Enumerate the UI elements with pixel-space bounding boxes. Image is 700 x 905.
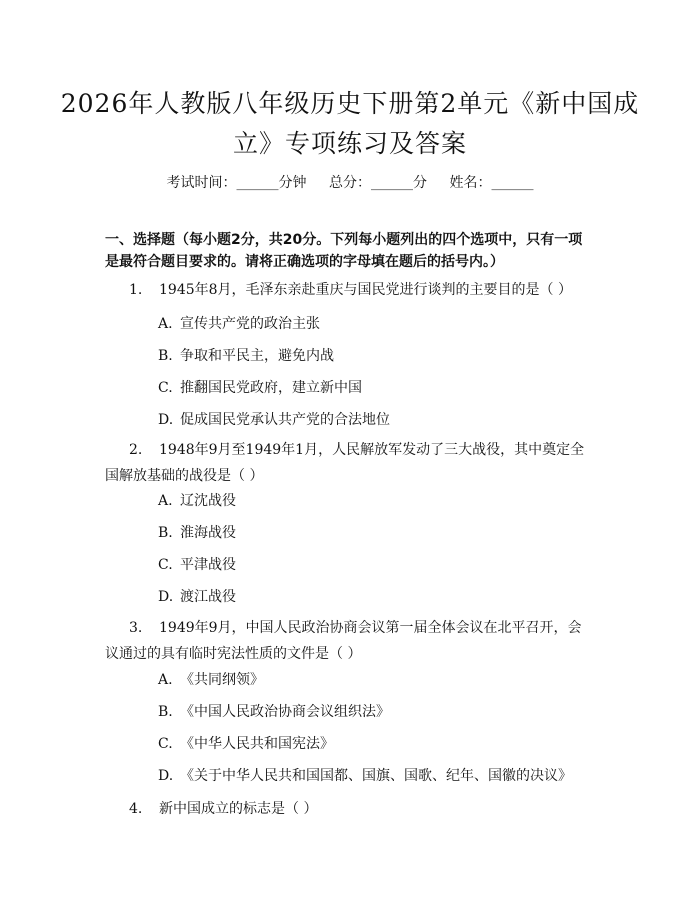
- option-text: 《中华人民共和国宪法》: [180, 736, 334, 752]
- option-text: 平津战役: [180, 557, 236, 573]
- option-text: 渡江战役: [180, 589, 236, 605]
- option-3b: [158, 702, 390, 722]
- option-3a: [158, 670, 264, 690]
- option-letter: C.: [158, 557, 173, 573]
- option-text: 争取和平民主，避免内战: [180, 348, 334, 364]
- total-score: 总分：______分: [329, 175, 427, 191]
- option-1c: [158, 378, 362, 398]
- option-text: 辽沈战役: [180, 493, 236, 509]
- option-letter: B.: [158, 525, 173, 541]
- exam-time: 考试时间：______分钟: [166, 175, 307, 191]
- question-1: [105, 277, 595, 303]
- option-1d: [158, 410, 390, 430]
- option-2a: [158, 491, 236, 511]
- option-letter: A.: [158, 316, 173, 332]
- exam-meta: [0, 172, 700, 192]
- option-2d: [158, 587, 236, 607]
- option-letter: B.: [158, 704, 173, 720]
- option-letter: D.: [158, 412, 174, 428]
- option-text: 《关于中华人民共和国国都、国旗、国歌、纪年、国徽的决议》: [180, 768, 572, 784]
- question-text: 新中国成立的标志是（ ）: [159, 801, 318, 817]
- page-title: 2026年人教版八年级历史下册第2单元《新中国成立》专项练习及答案: [60, 89, 640, 158]
- option-2b: [158, 523, 236, 543]
- option-letter: D.: [158, 768, 174, 784]
- option-text: 促成国民党承认共产党的合法地位: [180, 412, 390, 428]
- option-text: 推翻国民党政府，建立新中国: [180, 380, 362, 396]
- option-3d: [158, 766, 572, 786]
- question-4: [105, 796, 595, 822]
- question-text: 1948年9月至1949年1月，人民解放军发动了三大战役，其中奠定全国解放基础的战役是（ ）: [105, 442, 585, 484]
- option-3c: [158, 734, 334, 754]
- option-letter: A.: [158, 493, 173, 509]
- option-letter: C.: [158, 380, 173, 396]
- question-text: 1949年9月，中国人民政治协商会议第一届全体会议在北平召开，会议通过的具有临时宪法性质的文件是（ ）: [105, 620, 582, 662]
- question-number: 1.: [129, 282, 143, 298]
- option-1b: [158, 346, 334, 366]
- question-2: [105, 437, 595, 489]
- option-letter: D.: [158, 589, 174, 605]
- option-text: 《中国人民政治协商会议组织法》: [180, 704, 390, 720]
- question-number: 3.: [129, 620, 143, 636]
- section-heading: 一、选择题（每小题2分，共20分。下列每小题列出的四个选项中，只有一项是最符合题目要求的。请将正确选项的字母填在题后的括号内。）: [105, 232, 583, 270]
- option-text: 《共同纲领》: [180, 672, 264, 688]
- option-letter: B.: [158, 348, 173, 364]
- option-1a: [158, 314, 320, 334]
- question-text: 1945年8月，毛泽东亲赴重庆与国民党进行谈判的主要目的是（ ）: [159, 282, 572, 298]
- question-3: [105, 615, 595, 667]
- question-number: 2.: [129, 442, 143, 458]
- student-name: 姓名：______: [449, 175, 534, 191]
- option-letter: C.: [158, 736, 173, 752]
- option-text: 宣传共产党的政治主张: [180, 316, 320, 332]
- option-text: 淮海战役: [180, 525, 236, 541]
- option-letter: A.: [158, 672, 173, 688]
- question-number: 4.: [129, 801, 143, 817]
- option-2c: [158, 555, 236, 575]
